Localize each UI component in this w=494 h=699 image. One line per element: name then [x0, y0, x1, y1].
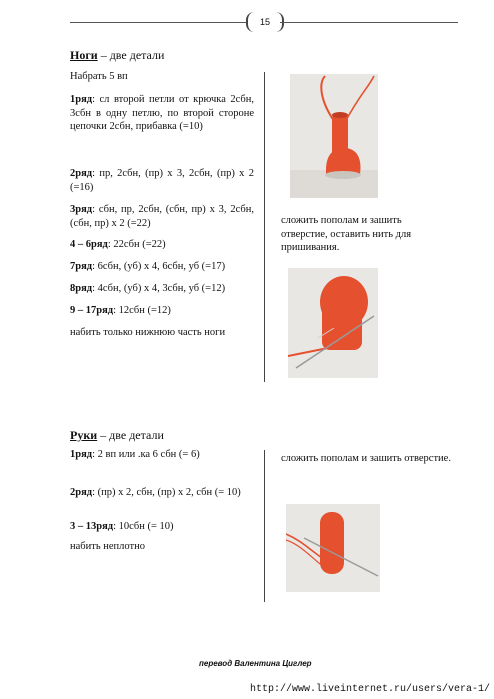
page-number: 15: [246, 12, 284, 32]
leg-sewing-photo: [288, 268, 378, 378]
legs-note: набить только нижнюю часть ноги: [70, 327, 226, 338]
row-text: : 4сбн, (уб) х 4, 3сбн, уб (=12): [92, 283, 226, 294]
row-text: : сл второй петли от крючка 2сбн, 3сбн в одну петлю, по второй стороне цепочки 2сбн, прибавка (=10): [70, 94, 254, 132]
legs-subtitle: – две детали: [97, 48, 165, 62]
legs-row-6: [70, 282, 225, 296]
legs-row-3: [70, 203, 254, 230]
arms-note: набить неплотно: [70, 541, 145, 552]
leg-piece-photo: [290, 74, 378, 198]
row-label: 1ряд: [70, 94, 93, 105]
row-label: 2ряд: [70, 487, 93, 498]
arms-subtitle: – две детали: [97, 428, 164, 442]
row-label: 3 – 13ряд: [70, 521, 114, 532]
row-label: 4 – 6ряд: [70, 239, 108, 250]
legs-column-divider: [264, 72, 265, 382]
legs-row-2: [70, 167, 254, 194]
legs-heading: [70, 48, 164, 63]
legs-cast-on: Набрать 5 вп: [70, 71, 128, 82]
row-label: 3ряд: [70, 204, 93, 215]
row-label: 2ряд: [70, 168, 93, 179]
arms-row-2: [70, 486, 241, 500]
row-text: : пр, 2сбн, (пр) х 3, 2сбн, (пр) х 2 (=16): [70, 168, 254, 193]
footer-translator: перевод Валентина Циглер: [199, 659, 312, 668]
legs-row-5: [70, 260, 225, 274]
row-text: : сбн, пр, 2сбн, (сбн, пр) х 3, 2сбн,(сбн, пр) х 2 (=22): [70, 204, 254, 229]
arms-column-divider: [264, 450, 265, 602]
legs-row-4: [70, 238, 166, 252]
row-text: : 2 вп или .ка 6 сбн (= 6): [92, 449, 200, 460]
arms-side-note: сложить пополам и зашить отверстие.: [281, 453, 451, 464]
row-text: : 10сбн (= 10): [113, 521, 174, 532]
legs-side-note: сложить пополам и зашить отверстие, оставить нить для пришивания.: [281, 215, 412, 253]
header-rule-left: [70, 22, 246, 23]
source-url[interactable]: http://www.liveinternet.ru/users/vera-1/: [250, 684, 491, 695]
row-text: : 6сбн, (уб) х 4, 6сбн, уб (=17): [92, 261, 226, 272]
row-label: 8ряд: [70, 283, 93, 294]
arms-row-3: [70, 520, 174, 534]
arm-sewing-photo: [286, 504, 380, 592]
row-label: 9 – 17ряд: [70, 305, 114, 316]
arms-heading: [70, 428, 164, 443]
row-label: 7ряд: [70, 261, 93, 272]
row-text: : 12сбн (=12): [113, 305, 171, 316]
row-text: : (пр) х 2, сбн, (пр) х 2, сбн (= 10): [92, 487, 241, 498]
row-text: : 22сбн (=22): [107, 239, 166, 250]
legs-row-1: [70, 93, 254, 134]
row-label: 1ряд: [70, 449, 93, 460]
arms-row-1: [70, 448, 200, 462]
legs-row-7: [70, 304, 171, 318]
legs-title: Ноги: [70, 48, 98, 62]
arms-title: Руки: [70, 428, 98, 442]
header-rule-right: [280, 22, 458, 23]
